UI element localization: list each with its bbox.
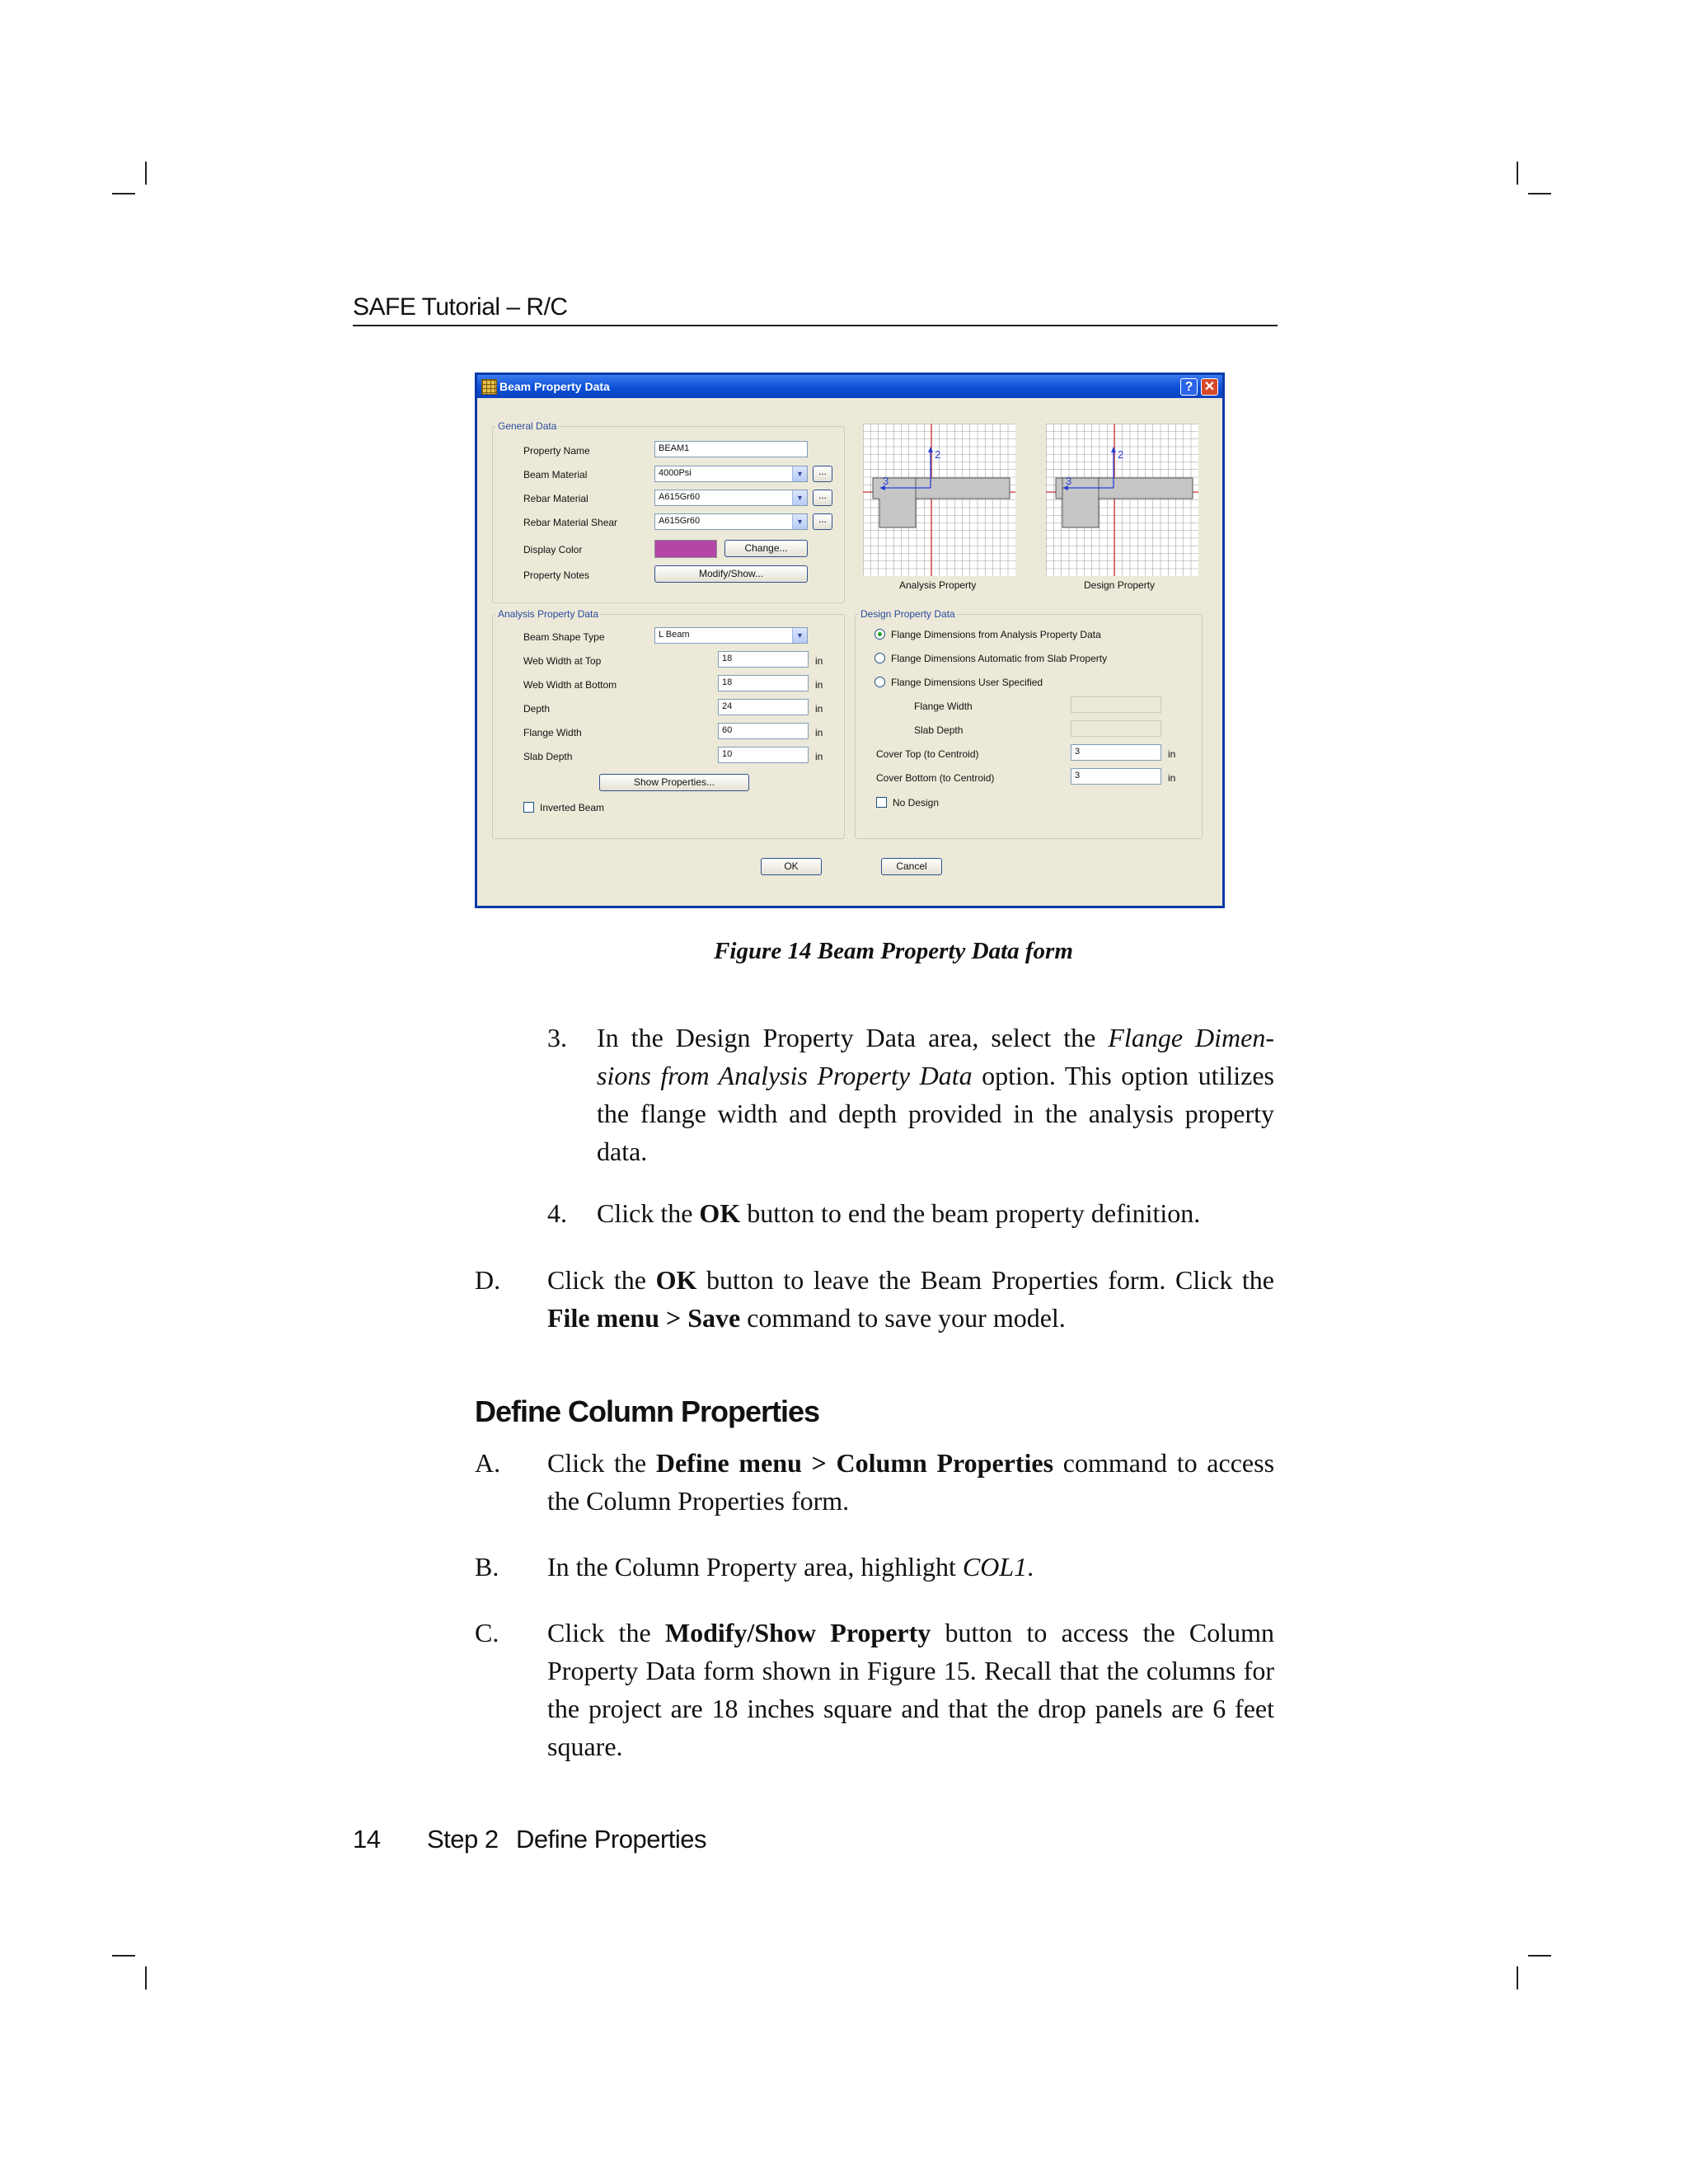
flange-from-analysis-label: Flange Dimensions from Analysis Property Data (891, 629, 1101, 640)
rebar-shear-value: A615Gr60 (659, 516, 701, 526)
step-number: A. (475, 1448, 501, 1478)
axis-3-label: 3 (1066, 475, 1072, 487)
show-properties-button[interactable]: Show Properties... (599, 774, 749, 791)
step-text (597, 1194, 1274, 1232)
ok-button[interactable]: OK (761, 858, 822, 875)
close-button[interactable]: ✕ (1201, 378, 1218, 396)
design-slab-depth-input[interactable] (1071, 720, 1161, 737)
bold-run: OK (655, 1265, 697, 1295)
step-text (547, 1261, 1274, 1337)
cover-bottom-label: Cover Bottom (to Centroid) (876, 772, 995, 784)
beam-material-ellipsis-button[interactable]: ... (813, 466, 832, 482)
beam-shape-type-value: L Beam (659, 630, 690, 640)
cover-top-unit: in (1168, 748, 1176, 760)
no-design-checkbox[interactable] (876, 797, 887, 808)
analysis-property-preview-label: Analysis Property (899, 579, 977, 591)
chevron-down-icon[interactable]: ▼ (792, 628, 807, 643)
running-header: SAFE Tutorial – R/C (353, 293, 1278, 326)
flange-automatic-label: Flange Dimensions Automatic from Slab Property (891, 653, 1108, 664)
depth-label: Depth (523, 703, 551, 715)
chevron-down-icon[interactable]: ▼ (792, 490, 807, 505)
crop-mark (112, 1955, 135, 1957)
slab-depth-unit: in (815, 751, 823, 762)
web-width-top-unit: in (815, 655, 823, 667)
grid-app-icon (481, 379, 497, 395)
crop-mark (1517, 162, 1518, 185)
text-run: command to save your model. (740, 1303, 1066, 1333)
page-number: 14 (353, 1825, 381, 1854)
bold-run: Modify/Show Property (664, 1618, 931, 1647)
slab-depth-label: Slab Depth (523, 751, 573, 762)
beam-material-value: 4000Psi (659, 468, 692, 478)
rebar-material-value: A615Gr60 (659, 492, 701, 502)
dialog-titlebar[interactable] (477, 375, 1222, 398)
rebar-shear-ellipsis-button[interactable]: ... (813, 513, 832, 530)
rebar-shear-label: Rebar Material Shear (523, 517, 618, 528)
bold-run: Define menu > Column Properties (655, 1448, 1054, 1478)
footer-step: Step 2 (427, 1825, 499, 1854)
flange-width-input[interactable]: 60 (718, 723, 809, 739)
beam-material-select[interactable] (654, 466, 808, 482)
text-run: Click the (547, 1265, 656, 1295)
flange-width-label: Flange Width (523, 727, 582, 738)
design-flange-width-label: Flange Width (914, 701, 973, 712)
cancel-button[interactable]: Cancel (881, 858, 942, 875)
web-width-bottom-input[interactable]: 18 (718, 675, 809, 691)
italic-run: COL1 (962, 1552, 1028, 1582)
design-property-data-legend: Design Property Data (860, 608, 955, 620)
footer-section: Define Properties (516, 1825, 707, 1854)
text-run: Click the (547, 1618, 665, 1647)
axis-2-label: 2 (935, 448, 941, 461)
analysis-property-data-legend: Analysis Property Data (498, 608, 599, 620)
inverted-beam-checkbox[interactable] (523, 802, 534, 813)
display-color-swatch (654, 540, 717, 558)
step-number: C. (475, 1618, 499, 1647)
section-heading: Define Column Properties (475, 1394, 820, 1428)
step-number: D. (475, 1265, 501, 1295)
slab-depth-input[interactable]: 10 (718, 747, 809, 763)
step-number: B. (475, 1552, 499, 1582)
beam-material-label: Beam Material (523, 469, 588, 480)
chevron-down-icon[interactable]: ▼ (792, 514, 807, 529)
flange-automatic-radio[interactable] (874, 653, 885, 663)
flange-user-specified-radio[interactable] (874, 677, 885, 687)
italic-run: Flange Dimen-sions from Analysis Property Data (597, 1023, 1275, 1090)
change-color-button[interactable]: Change... (724, 540, 808, 557)
inverted-beam-label: Inverted Beam (540, 802, 605, 813)
crop-mark (1528, 193, 1551, 194)
text-run: button to leave the Beam Properties form. Click the (696, 1265, 1275, 1295)
display-color-label: Display Color (523, 544, 583, 555)
web-width-bottom-label: Web Width at Bottom (523, 679, 617, 691)
step-number: 4. (547, 1198, 567, 1228)
text-run: . (1027, 1552, 1034, 1582)
rebar-material-select[interactable] (654, 490, 808, 506)
step-number: 3. (547, 1023, 567, 1052)
modify-show-notes-button[interactable]: Modify/Show... (654, 565, 808, 583)
depth-input[interactable]: 24 (718, 699, 809, 715)
bold-run: File menu > Save (547, 1303, 741, 1333)
web-width-bottom-unit: in (815, 679, 823, 691)
text-run: In the Design Property Data area, select the (597, 1023, 1109, 1052)
beam-shape-type-select[interactable] (654, 627, 808, 644)
cover-top-label: Cover Top (to Centroid) (876, 748, 979, 760)
text-run: In the Column Property area, highlight (547, 1552, 963, 1582)
step-text (547, 1548, 1274, 1586)
step-text (597, 1019, 1274, 1170)
design-flange-width-input[interactable] (1071, 696, 1161, 713)
web-width-top-label: Web Width at Top (523, 655, 602, 667)
step-text (547, 1614, 1274, 1765)
crop-mark (1528, 1955, 1551, 1957)
axis-3-label: 3 (883, 475, 889, 487)
cover-top-input[interactable]: 3 (1071, 744, 1161, 761)
crop-mark (112, 193, 135, 194)
flange-user-specified-label: Flange Dimensions User Specified (891, 677, 1043, 688)
help-button[interactable]: ? (1180, 378, 1198, 396)
design-property-preview (1046, 424, 1198, 576)
rebar-shear-select[interactable] (654, 513, 808, 530)
figure-caption: Figure 14 Beam Property Data form (714, 938, 1073, 964)
property-notes-label: Property Notes (523, 569, 590, 581)
no-design-label: No Design (893, 797, 940, 808)
text-run: Click the (547, 1448, 656, 1478)
web-width-top-input[interactable]: 18 (718, 651, 809, 668)
flange-from-analysis-radio[interactable] (874, 629, 885, 640)
rebar-material-ellipsis-button[interactable]: ... (813, 490, 832, 506)
property-name-input[interactable]: BEAM1 (654, 441, 808, 457)
rebar-material-label: Rebar Material (523, 493, 588, 504)
text-run: Click the (597, 1198, 700, 1228)
text-run: button to end the beam property definition. (740, 1198, 1201, 1228)
text-run: command to access the Column Properties form. (547, 1448, 1275, 1516)
text-run: option. This option utilizes the flange width and depth provided in the analysis property data. (597, 1061, 1274, 1166)
beam-shape-type-label: Beam Shape Type (523, 631, 605, 643)
cover-bottom-unit: in (1168, 772, 1176, 784)
design-property-preview-label: Design Property (1084, 579, 1156, 591)
analysis-property-preview (863, 424, 1015, 576)
crop-mark (145, 162, 147, 185)
property-name-label: Property Name (523, 445, 590, 457)
depth-unit: in (815, 703, 823, 715)
crop-mark (145, 1966, 147, 1990)
axis-2-label: 2 (1118, 448, 1124, 461)
text-run: button to access the Column Property Data form shown in Figure 15. Recall that the columns for the project are 18 inches square and that the drop panels are 6 feet square. (547, 1618, 1275, 1761)
step-text (547, 1444, 1274, 1520)
dialog-title: Beam Property Data (499, 380, 610, 393)
beam-property-data-dialog (475, 373, 1225, 908)
design-slab-depth-label: Slab Depth (914, 724, 964, 736)
bold-run: OK (699, 1198, 741, 1228)
chevron-down-icon[interactable]: ▼ (792, 466, 807, 481)
general-data-legend: General Data (498, 420, 557, 432)
flange-width-unit: in (815, 727, 823, 738)
crop-mark (1517, 1966, 1518, 1990)
cover-bottom-input[interactable]: 3 (1071, 768, 1161, 785)
